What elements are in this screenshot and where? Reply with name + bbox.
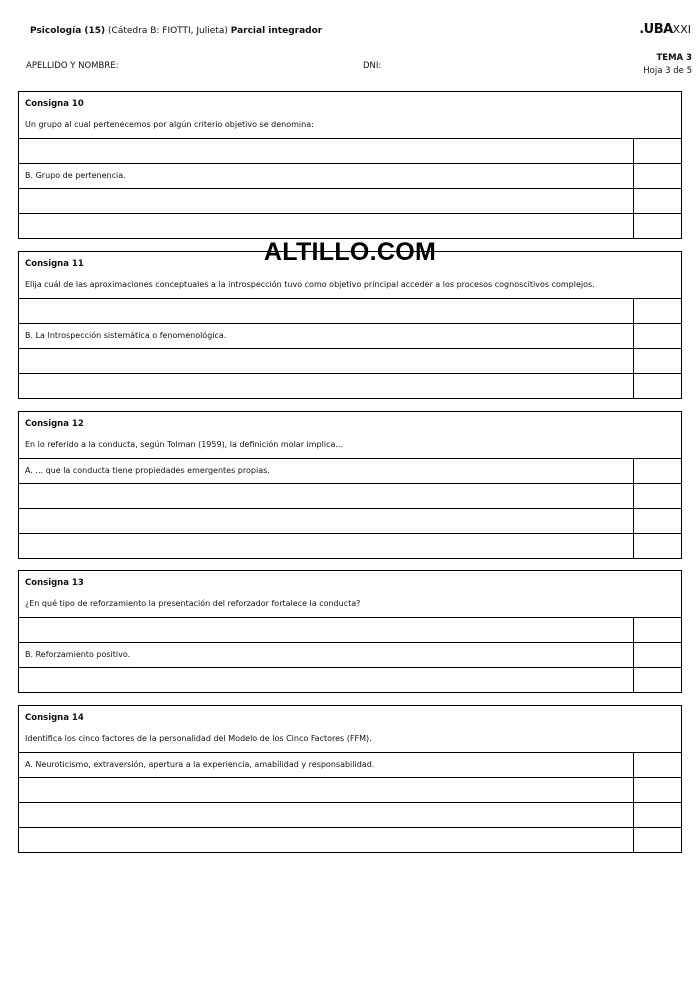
answer-box[interactable] — [633, 214, 681, 238]
answer-box[interactable] — [633, 324, 681, 348]
option-text: B. Grupo de pertenencia. — [25, 171, 126, 180]
answer-box[interactable] — [633, 828, 681, 852]
answer-box[interactable] — [633, 618, 681, 642]
question-title: Consigna 11 — [25, 259, 84, 269]
option-text — [19, 484, 633, 508]
question-block — [18, 411, 682, 559]
option-row — [19, 483, 681, 508]
answer-box[interactable] — [633, 643, 681, 667]
option-text: B. Reforzamiento positivo. — [25, 650, 131, 659]
question-text: Un grupo al cual pertenecemos por algún criterio objetivo se denomina: — [25, 120, 314, 129]
question-block — [18, 705, 682, 853]
question-header — [19, 706, 681, 752]
watermark: ALTILLO.COM — [263, 238, 437, 266]
answer-box[interactable] — [633, 509, 681, 533]
option-row — [19, 373, 681, 398]
option-row — [19, 138, 681, 163]
question-text: En lo referido a la conducta, según Tolman (1959), la definición molar implica... — [25, 440, 344, 449]
answer-box[interactable] — [633, 349, 681, 373]
question-header — [19, 412, 681, 458]
option-text — [19, 803, 633, 827]
tema-label: TEMA 3 — [656, 53, 692, 63]
option-text — [19, 509, 633, 533]
option-text: B. La Introspección sistemática o fenomenológica. — [25, 331, 227, 340]
brand-xxi: XXI — [672, 23, 691, 36]
answer-box[interactable] — [633, 164, 681, 188]
option-row — [19, 298, 681, 323]
question-header — [19, 571, 681, 617]
option-row — [19, 458, 681, 483]
option-row — [19, 617, 681, 642]
option-text — [19, 618, 633, 642]
answer-box[interactable] — [633, 189, 681, 213]
option-text — [19, 828, 633, 852]
option-text — [19, 139, 633, 163]
question-title: Consigna 12 — [25, 419, 84, 429]
answer-box[interactable] — [633, 459, 681, 483]
question-title: Consigna 14 — [25, 713, 84, 723]
question-title: Consigna 13 — [25, 578, 84, 588]
question-text: Elija cuál de las aproximaciones conceptuales a la introspección tuvo como objetivo principal acceder a los procesos cognoscitivos complejos. — [25, 280, 595, 289]
option-text — [19, 299, 633, 323]
option-row — [19, 213, 681, 238]
option-text: A. Neuroticismo, extraversión, apertura a la experiencia, amabilidad y responsabilidad. — [25, 760, 375, 769]
catedra-info: (Cátedra B: FIOTTI, Julieta) — [108, 26, 228, 36]
apellido-label: APELLIDO Y NOMBRE: — [26, 61, 119, 71]
uba-xxi-logo — [639, 22, 691, 37]
question-title: Consigna 10 — [25, 99, 84, 109]
option-text: A. ... que la conducta tiene propiedades emergentes propias. — [25, 466, 270, 475]
option-text — [19, 668, 633, 692]
answer-box[interactable] — [633, 534, 681, 558]
subject-name: Psicología (15) — [30, 26, 106, 36]
question-block — [18, 570, 682, 693]
option-row — [19, 642, 681, 667]
brand-main: .UBA — [639, 22, 673, 37]
option-row — [19, 323, 681, 348]
option-text — [19, 189, 633, 213]
option-row — [19, 533, 681, 558]
answer-box[interactable] — [633, 803, 681, 827]
option-row — [19, 508, 681, 533]
option-row — [19, 163, 681, 188]
answer-box[interactable] — [633, 668, 681, 692]
option-row — [19, 802, 681, 827]
question-text: Identifica los cinco factores de la personalidad del Modelo de los Cinco Factores (FFM). — [25, 734, 372, 743]
answer-box[interactable] — [633, 299, 681, 323]
dni-label: DNI: — [363, 61, 382, 71]
option-row — [19, 777, 681, 802]
option-text — [19, 778, 633, 802]
course-line — [30, 26, 322, 36]
option-text — [19, 349, 633, 373]
question-block — [18, 91, 682, 239]
option-text — [19, 534, 633, 558]
option-row — [19, 827, 681, 852]
option-text — [19, 374, 633, 398]
question-header — [19, 92, 681, 138]
option-row — [19, 348, 681, 373]
answer-box[interactable] — [633, 778, 681, 802]
question-block — [18, 251, 682, 399]
question-text: ¿En qué tipo de reforzamiento la presentación del reforzador fortalece la conducta? — [25, 599, 361, 608]
option-row — [19, 752, 681, 777]
answer-box[interactable] — [633, 374, 681, 398]
answer-box[interactable] — [633, 139, 681, 163]
option-row — [19, 188, 681, 213]
answer-box[interactable] — [633, 753, 681, 777]
option-row — [19, 667, 681, 692]
exam-type: Parcial integrador — [230, 26, 323, 36]
option-text — [19, 214, 633, 238]
answer-box[interactable] — [633, 484, 681, 508]
page-counter: Hoja 3 de 5 — [643, 66, 692, 76]
